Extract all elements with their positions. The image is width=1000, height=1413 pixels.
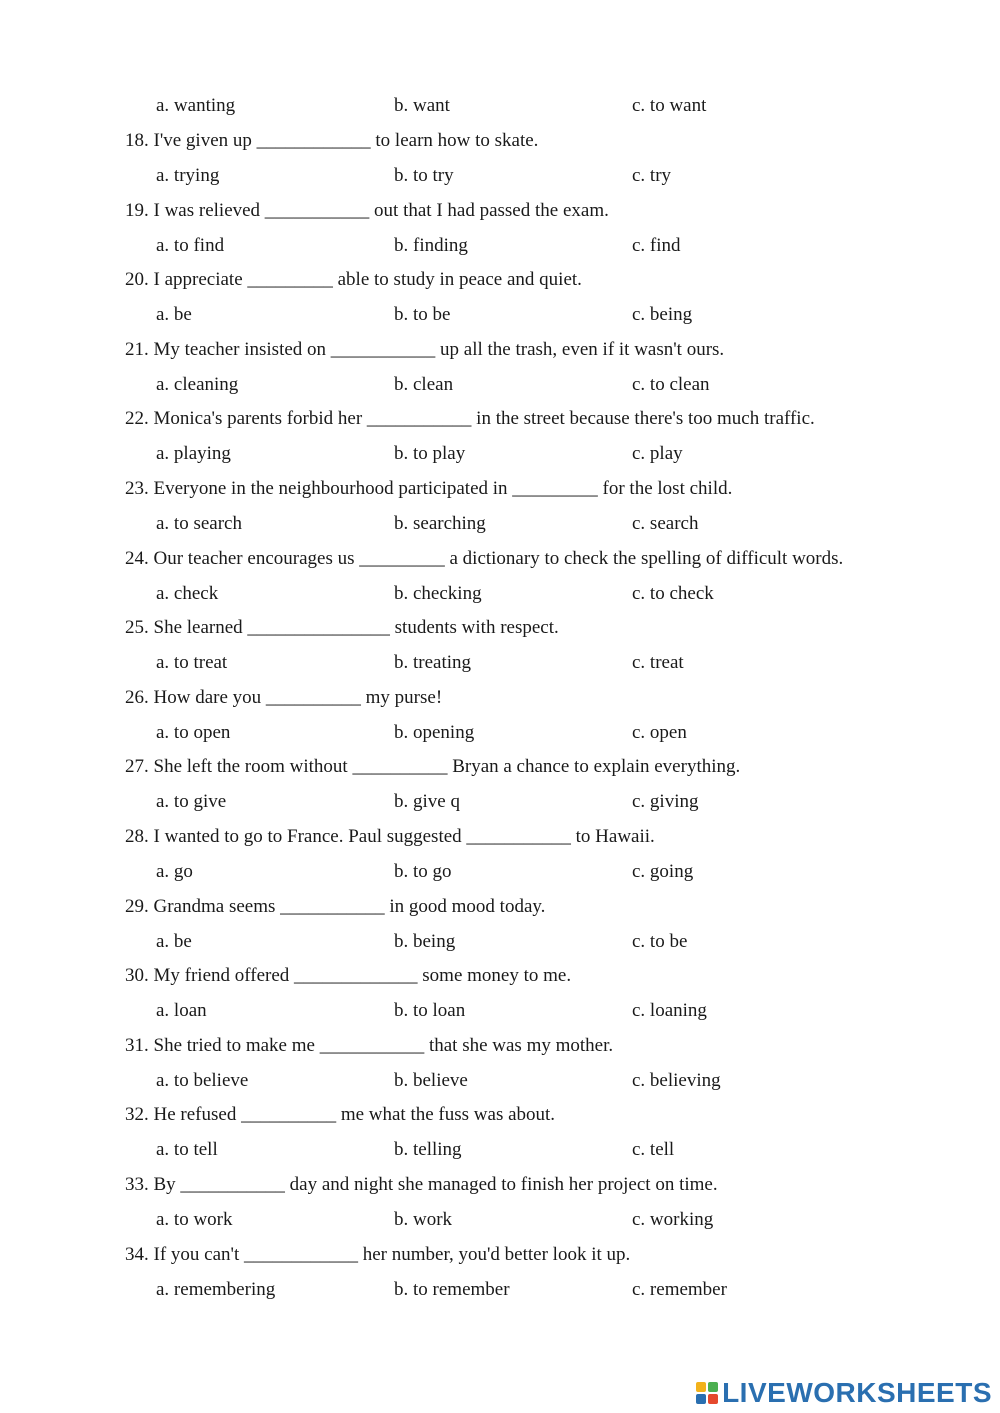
option-a[interactable]: a. to search bbox=[156, 513, 242, 534]
option-c[interactable]: c. being bbox=[632, 304, 693, 326]
option-a[interactable]: a. to open bbox=[156, 721, 231, 743]
option-a[interactable]: a. wanting bbox=[156, 95, 236, 116]
option-b[interactable]: b. give q bbox=[394, 791, 460, 813]
question-text: 26. How dare you __________ my purse! bbox=[125, 686, 443, 708]
option-b[interactable]: b. to try bbox=[394, 165, 454, 186]
option-b[interactable]: b. being bbox=[394, 930, 456, 952]
logo-tile bbox=[708, 1382, 718, 1392]
option-b[interactable]: b. believe bbox=[394, 1069, 468, 1091]
option-a[interactable]: a. to tell bbox=[156, 1139, 218, 1161]
question-text: 30. My friend offered _____________ some money to me. bbox=[125, 965, 572, 987]
option-b[interactable]: b. to play bbox=[394, 443, 466, 465]
option-b[interactable]: b. to remember bbox=[394, 1278, 510, 1300]
brand-text: LIVEWORKSHEETS bbox=[722, 1377, 992, 1408]
question-text: 22. Monica's parents forbid her ___________ in the street because there's too much traffic. bbox=[125, 408, 815, 430]
logo-tile bbox=[696, 1382, 706, 1392]
option-a[interactable]: a. to work bbox=[156, 1209, 233, 1230]
question-text: 32. He refused __________ me what the fuss was about. bbox=[125, 1104, 556, 1126]
logo-tile bbox=[696, 1394, 706, 1404]
option-a[interactable]: a. be bbox=[156, 304, 192, 326]
option-c[interactable]: c. loaning bbox=[632, 1000, 707, 1022]
option-a[interactable]: a. check bbox=[156, 582, 219, 604]
question-text: 24. Our teacher encourages us _________ a dictionary to check the spelling of difficult words. bbox=[125, 547, 844, 569]
logo-tile bbox=[708, 1394, 718, 1404]
option-c[interactable]: c. believing bbox=[632, 1069, 721, 1091]
option-c[interactable]: c. play bbox=[632, 443, 683, 465]
question-text: 34. If you can't ____________ her number, you'd better look it up. bbox=[125, 1243, 631, 1265]
option-a[interactable]: a. cleaning bbox=[156, 373, 239, 395]
option-a[interactable]: a. be bbox=[156, 930, 192, 952]
option-a[interactable]: a. to find bbox=[156, 234, 225, 256]
option-a[interactable]: a. to give bbox=[156, 791, 227, 813]
option-c[interactable]: c. treat bbox=[632, 652, 684, 674]
liveworksheets-logo-icon bbox=[696, 1382, 718, 1404]
option-b[interactable]: b. clean bbox=[394, 373, 454, 395]
option-c[interactable]: c. tell bbox=[632, 1139, 675, 1161]
question-text: 18. I've given up ____________ to learn how to skate. bbox=[125, 130, 539, 151]
option-b[interactable]: b. finding bbox=[394, 234, 468, 256]
question-text: 28. I wanted to go to France. Paul suggested ___________ to Hawaii. bbox=[125, 826, 655, 847]
option-a[interactable]: a. remembering bbox=[156, 1278, 276, 1300]
option-c[interactable]: c. going bbox=[632, 861, 694, 882]
option-b[interactable]: b. want bbox=[394, 95, 450, 116]
question-text: 31. She tried to make me ___________ that she was my mother. bbox=[125, 1034, 614, 1056]
option-c[interactable]: c. find bbox=[632, 234, 681, 256]
option-b[interactable]: b. treating bbox=[394, 652, 472, 674]
question-text: 27. She left the room without __________ Bryan a chance to explain everything. bbox=[125, 756, 741, 778]
option-a[interactable]: a. trying bbox=[156, 165, 220, 186]
option-b[interactable]: b. work bbox=[394, 1209, 453, 1230]
option-b[interactable]: b. to loan bbox=[394, 1000, 466, 1022]
option-c[interactable]: c. remember bbox=[632, 1278, 727, 1300]
question-text: 33. By ___________ day and night she managed to finish her project on time. bbox=[125, 1174, 718, 1195]
liveworksheets-brand bbox=[696, 1376, 992, 1410]
question-text: 19. I was relieved ___________ out that I had passed the exam. bbox=[125, 199, 609, 221]
option-b[interactable]: b. checking bbox=[394, 582, 482, 604]
option-b[interactable]: b. searching bbox=[394, 513, 486, 534]
option-c[interactable]: c. giving bbox=[632, 791, 699, 813]
option-b[interactable]: b. to be bbox=[394, 304, 451, 326]
question-text: 29. Grandma seems ___________ in good mood today. bbox=[125, 895, 546, 917]
option-c[interactable]: c. to be bbox=[632, 930, 688, 952]
option-a[interactable]: a. to believe bbox=[156, 1069, 249, 1091]
option-a[interactable]: a. to treat bbox=[156, 652, 228, 674]
question-text: 20. I appreciate _________ able to study in peace and quiet. bbox=[125, 269, 582, 291]
option-a[interactable]: a. go bbox=[156, 861, 193, 882]
option-a[interactable]: a. loan bbox=[156, 1000, 207, 1022]
question-text: 21. My teacher insisted on ___________ up all the trash, even if it wasn't ours. bbox=[125, 338, 725, 360]
option-c[interactable]: c. search bbox=[632, 513, 699, 534]
question-text: 23. Everyone in the neighbourhood participated in _________ for the lost child. bbox=[125, 478, 733, 499]
option-c[interactable]: c. to check bbox=[632, 582, 714, 604]
option-c[interactable]: c. to clean bbox=[632, 373, 710, 395]
option-c[interactable]: c. working bbox=[632, 1209, 714, 1230]
option-b[interactable]: b. to go bbox=[394, 861, 452, 882]
option-b[interactable]: b. telling bbox=[394, 1139, 462, 1161]
option-b[interactable]: b. opening bbox=[394, 721, 475, 743]
option-c[interactable]: c. open bbox=[632, 721, 687, 743]
question-text: 25. She learned _______________ students with respect. bbox=[125, 617, 559, 639]
option-a[interactable]: a. playing bbox=[156, 443, 231, 465]
option-c[interactable]: c. try bbox=[632, 165, 672, 186]
option-c[interactable]: c. to want bbox=[632, 95, 707, 116]
